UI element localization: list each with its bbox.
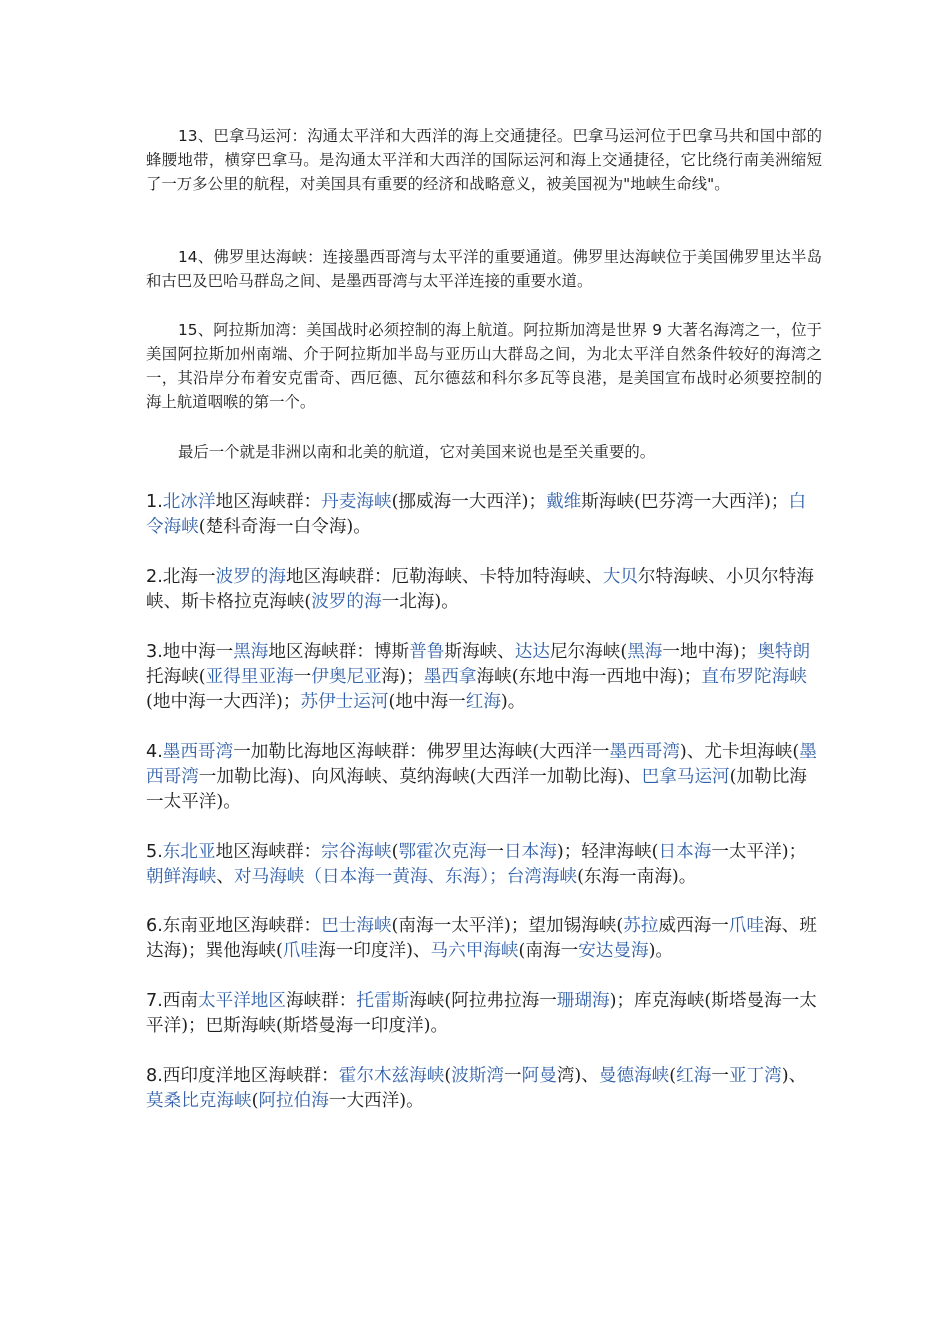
item-number: 2. [146, 567, 163, 587]
item-text: 一 [486, 842, 505, 862]
item-number: 7. [146, 991, 163, 1011]
hyperlink[interactable]: 莫桑比克海峡 [146, 1091, 252, 1111]
hyperlink[interactable]: 直布罗陀海峡 [701, 667, 807, 687]
hyperlink[interactable]: 波斯湾 [451, 1066, 504, 1086]
item-text: 地中海一 [162, 642, 234, 662]
hyperlink[interactable]: 黑海 [233, 642, 269, 662]
item-text: 一加勒比海地区海峡群：佛罗里达海峡(大西洋一 [233, 742, 610, 762]
hyperlink[interactable]: 波罗的海 [311, 592, 382, 612]
item-text: 一太平洋)； [711, 842, 807, 862]
hyperlink[interactable]: 曼德海峡 [598, 1066, 670, 1086]
hyperlink[interactable]: 巴拿马运河 [641, 767, 730, 787]
item-text: ( [251, 1091, 259, 1111]
item-text: 尔特海峡、小贝尔特海峡、斯卡格拉克海峡( [146, 567, 814, 612]
list-item-west-indian-ocean [146, 1064, 822, 1114]
list-item-gulf-of-mexico-caribbean [146, 740, 822, 815]
item-text: 海峡(阿拉弗拉海一 [409, 991, 557, 1011]
item-text: 斯海峡、 [444, 642, 515, 662]
item-text: 西印度洋地区海峡群： [162, 1066, 339, 1086]
hyperlink[interactable]: 阿拉伯海 [258, 1091, 329, 1111]
item-text: 威西海一 [658, 916, 729, 936]
item-number: 8. [146, 1066, 163, 1086]
item-number: 3. [146, 642, 163, 662]
paragraph-summary: 最后一个就是非洲以南和北美的航道，它对美国来说也是至关重要的。 [178, 443, 656, 461]
item-text: )；库克海峡(斯塔曼海一太平洋)；巴斯海峡(斯塔曼海一印度洋)。 [146, 991, 817, 1036]
hyperlink[interactable]: 墨西拿 [423, 667, 477, 687]
hyperlink[interactable]: 戴维 [546, 492, 582, 512]
item-text: 一加勒比海)、向风海峡、莫纳海峡(大西洋一加勒比海)、 [198, 767, 642, 787]
item-text: 托海峡( [146, 667, 206, 687]
hyperlink[interactable]: 波罗的海 [215, 567, 286, 587]
hyperlink[interactable]: 普鲁 [409, 642, 445, 662]
hyperlink[interactable]: 马六甲海峡 [430, 941, 519, 961]
hyperlink[interactable]: 北冰洋 [162, 492, 216, 512]
item-text: 一 [293, 667, 312, 687]
item-text: 海峡(东地中海一西地中海)； [476, 667, 702, 687]
hyperlink[interactable]: 苏拉 [623, 916, 659, 936]
item-text: 海峡群： [285, 991, 357, 1011]
hyperlink[interactable]: 苏伊士运河 [300, 692, 389, 712]
item-text: ( [391, 842, 399, 862]
item-text: 北海一 [162, 567, 216, 587]
item-text: 地区海峡群： [215, 492, 322, 512]
item-text: 一北海)。 [381, 592, 459, 612]
item-text: (南海一太平洋)；望加锡海峡( [391, 916, 624, 936]
item-text: 尼尔海峡( [549, 642, 628, 662]
list-item-mediterranean-black-sea [146, 640, 822, 715]
hyperlink[interactable]: 日本海 [658, 842, 712, 862]
hyperlink[interactable]: 爪哇 [282, 941, 319, 961]
item-text: 东南亚地区海峡群： [162, 916, 322, 936]
item-text: 、 [216, 867, 234, 887]
hyperlink[interactable]: 墨西哥湾 [146, 742, 817, 787]
hyperlink[interactable]: 奥特朗 [757, 642, 811, 662]
item-text: )；轻津海峡( [556, 842, 659, 862]
hyperlink[interactable]: 霍尔木兹海峡 [338, 1066, 445, 1086]
hyperlink[interactable]: 黑海 [627, 642, 663, 662]
item-text: (南海一 [518, 941, 579, 961]
item-text: (加勒比海一太平洋)。 [146, 767, 807, 812]
item-text: 地区海峡群： [215, 842, 322, 862]
item-text: 一地中海)； [662, 642, 758, 662]
item-text: (东海一南海)。 [577, 867, 697, 887]
hyperlink[interactable]: 墨西哥湾 [162, 742, 234, 762]
paragraph-gulf-of-alaska: 15、阿拉斯加湾：美国战时必须控制的海上航道。阿拉斯加湾是世界 9 大著名海湾之一，位于美国阿拉斯加州南端、介于阿拉斯加半岛与亚历山大群岛之间，为北太平洋自然条件较好的海湾之一，其沿岸分布着安克雷奇、西厄德、瓦尔德兹和科尔多瓦等良港，是美国宣布战时必须要控制的海上航道咽喉的第一个。 [146, 321, 822, 411]
item-text: )、 [781, 1066, 807, 1086]
hyperlink[interactable]: 丹麦海峡 [321, 492, 392, 512]
item-text: 海一印度洋)、 [318, 941, 431, 961]
paragraph-florida-strait: 14、佛罗里达海峡：连接墨西哥湾与太平洋的重要通道。佛罗里达海峡位于美国佛罗里达半岛和古巴及巴哈马群岛之间、是墨西哥湾与太平洋连接的重要水道。 [146, 248, 822, 290]
hyperlink[interactable]: 太平洋地区 [198, 991, 286, 1011]
item-text: ( [669, 1066, 677, 1086]
item-text: 一 [711, 1066, 729, 1086]
item-text: )。 [500, 692, 526, 712]
list-item-northeast-asia [146, 840, 822, 890]
item-text: 海)； [381, 667, 424, 687]
hyperlink[interactable]: 鄂霍次克海 [398, 842, 487, 862]
hyperlink[interactable]: 巴士海峡 [321, 916, 392, 936]
hyperlink[interactable]: 珊瑚海 [556, 991, 610, 1011]
item-text: 一大西洋)。 [328, 1091, 424, 1111]
item-text: 地区海峡群：博斯 [268, 642, 410, 662]
hyperlink[interactable]: 墨西哥湾 [609, 742, 680, 762]
paragraph-panama-canal: 13、巴拿马运河：沟通太平洋和大西洋的海上交通捷径。巴拿马运河位于巴拿马共和国中部的蜂腰地带，横穿巴拿马。是沟通太平洋和大西洋的国际运河和海上交通捷径，它比绕行南美洲缩短了一万多公里的航程，对美国具有重要的经济和战略意义，被美国视为"地峡生命线"。 [146, 127, 822, 193]
hyperlink[interactable]: 日本海 [504, 842, 557, 862]
item-text: (地中海一 [388, 692, 466, 712]
item-text: )、尤卡坦海峡( [679, 742, 800, 762]
item-text: (地中海一大西洋)； [146, 692, 301, 712]
hyperlink[interactable]: 红海 [465, 692, 501, 712]
hyperlink[interactable]: 安达曼海 [578, 941, 649, 961]
list-item-north-sea-baltic [146, 565, 822, 615]
hyperlink[interactable]: 东北亚 [162, 842, 216, 862]
item-text: (楚科奇海一白令海)。 [198, 517, 371, 537]
hyperlink[interactable]: 大贝 [602, 567, 638, 587]
item-number: 6. [146, 916, 163, 936]
item-text: 西南 [162, 991, 198, 1011]
hyperlink[interactable]: 达达 [514, 642, 550, 662]
item-text: )。 [648, 941, 674, 961]
list-item-southwest-pacific [146, 989, 822, 1039]
hyperlink[interactable]: 朝鲜海峡 [146, 867, 217, 887]
hyperlink[interactable]: 亚丁湾 [728, 1066, 782, 1086]
list-item-arctic [146, 490, 822, 540]
item-text: 地区海峡群：厄勒海峡、卡特加特海峡、 [285, 567, 603, 587]
hyperlink[interactable]: 亚得里亚海 [205, 667, 294, 687]
hyperlink[interactable]: 伊奥尼亚 [311, 667, 382, 687]
item-text: 一 [504, 1066, 522, 1086]
hyperlink[interactable]: 宗谷海峡 [321, 842, 392, 862]
hyperlink[interactable]: 爪哇 [728, 916, 765, 936]
hyperlink[interactable]: 对马海峡（日本海一黄海、东海）；台湾海峡 [234, 867, 578, 887]
item-text: (挪威海一大西洋)； [391, 492, 547, 512]
item-text: 湾)、 [556, 1066, 599, 1086]
hyperlink[interactable]: 阿曼 [521, 1066, 557, 1086]
item-number: 4. [146, 742, 163, 762]
item-text: ( [444, 1066, 452, 1086]
item-number: 1. [146, 492, 163, 512]
item-number: 5. [146, 842, 163, 862]
hyperlink[interactable]: 白令海峡 [146, 492, 807, 537]
item-text: 海、班达海)；巽他海峡( [146, 916, 817, 961]
list-item-southeast-asia [146, 914, 822, 964]
item-text: 斯海峡(巴芬湾一大西洋)； [581, 492, 789, 512]
hyperlink[interactable]: 托雷斯 [356, 991, 410, 1011]
hyperlink[interactable]: 红海 [676, 1066, 712, 1086]
